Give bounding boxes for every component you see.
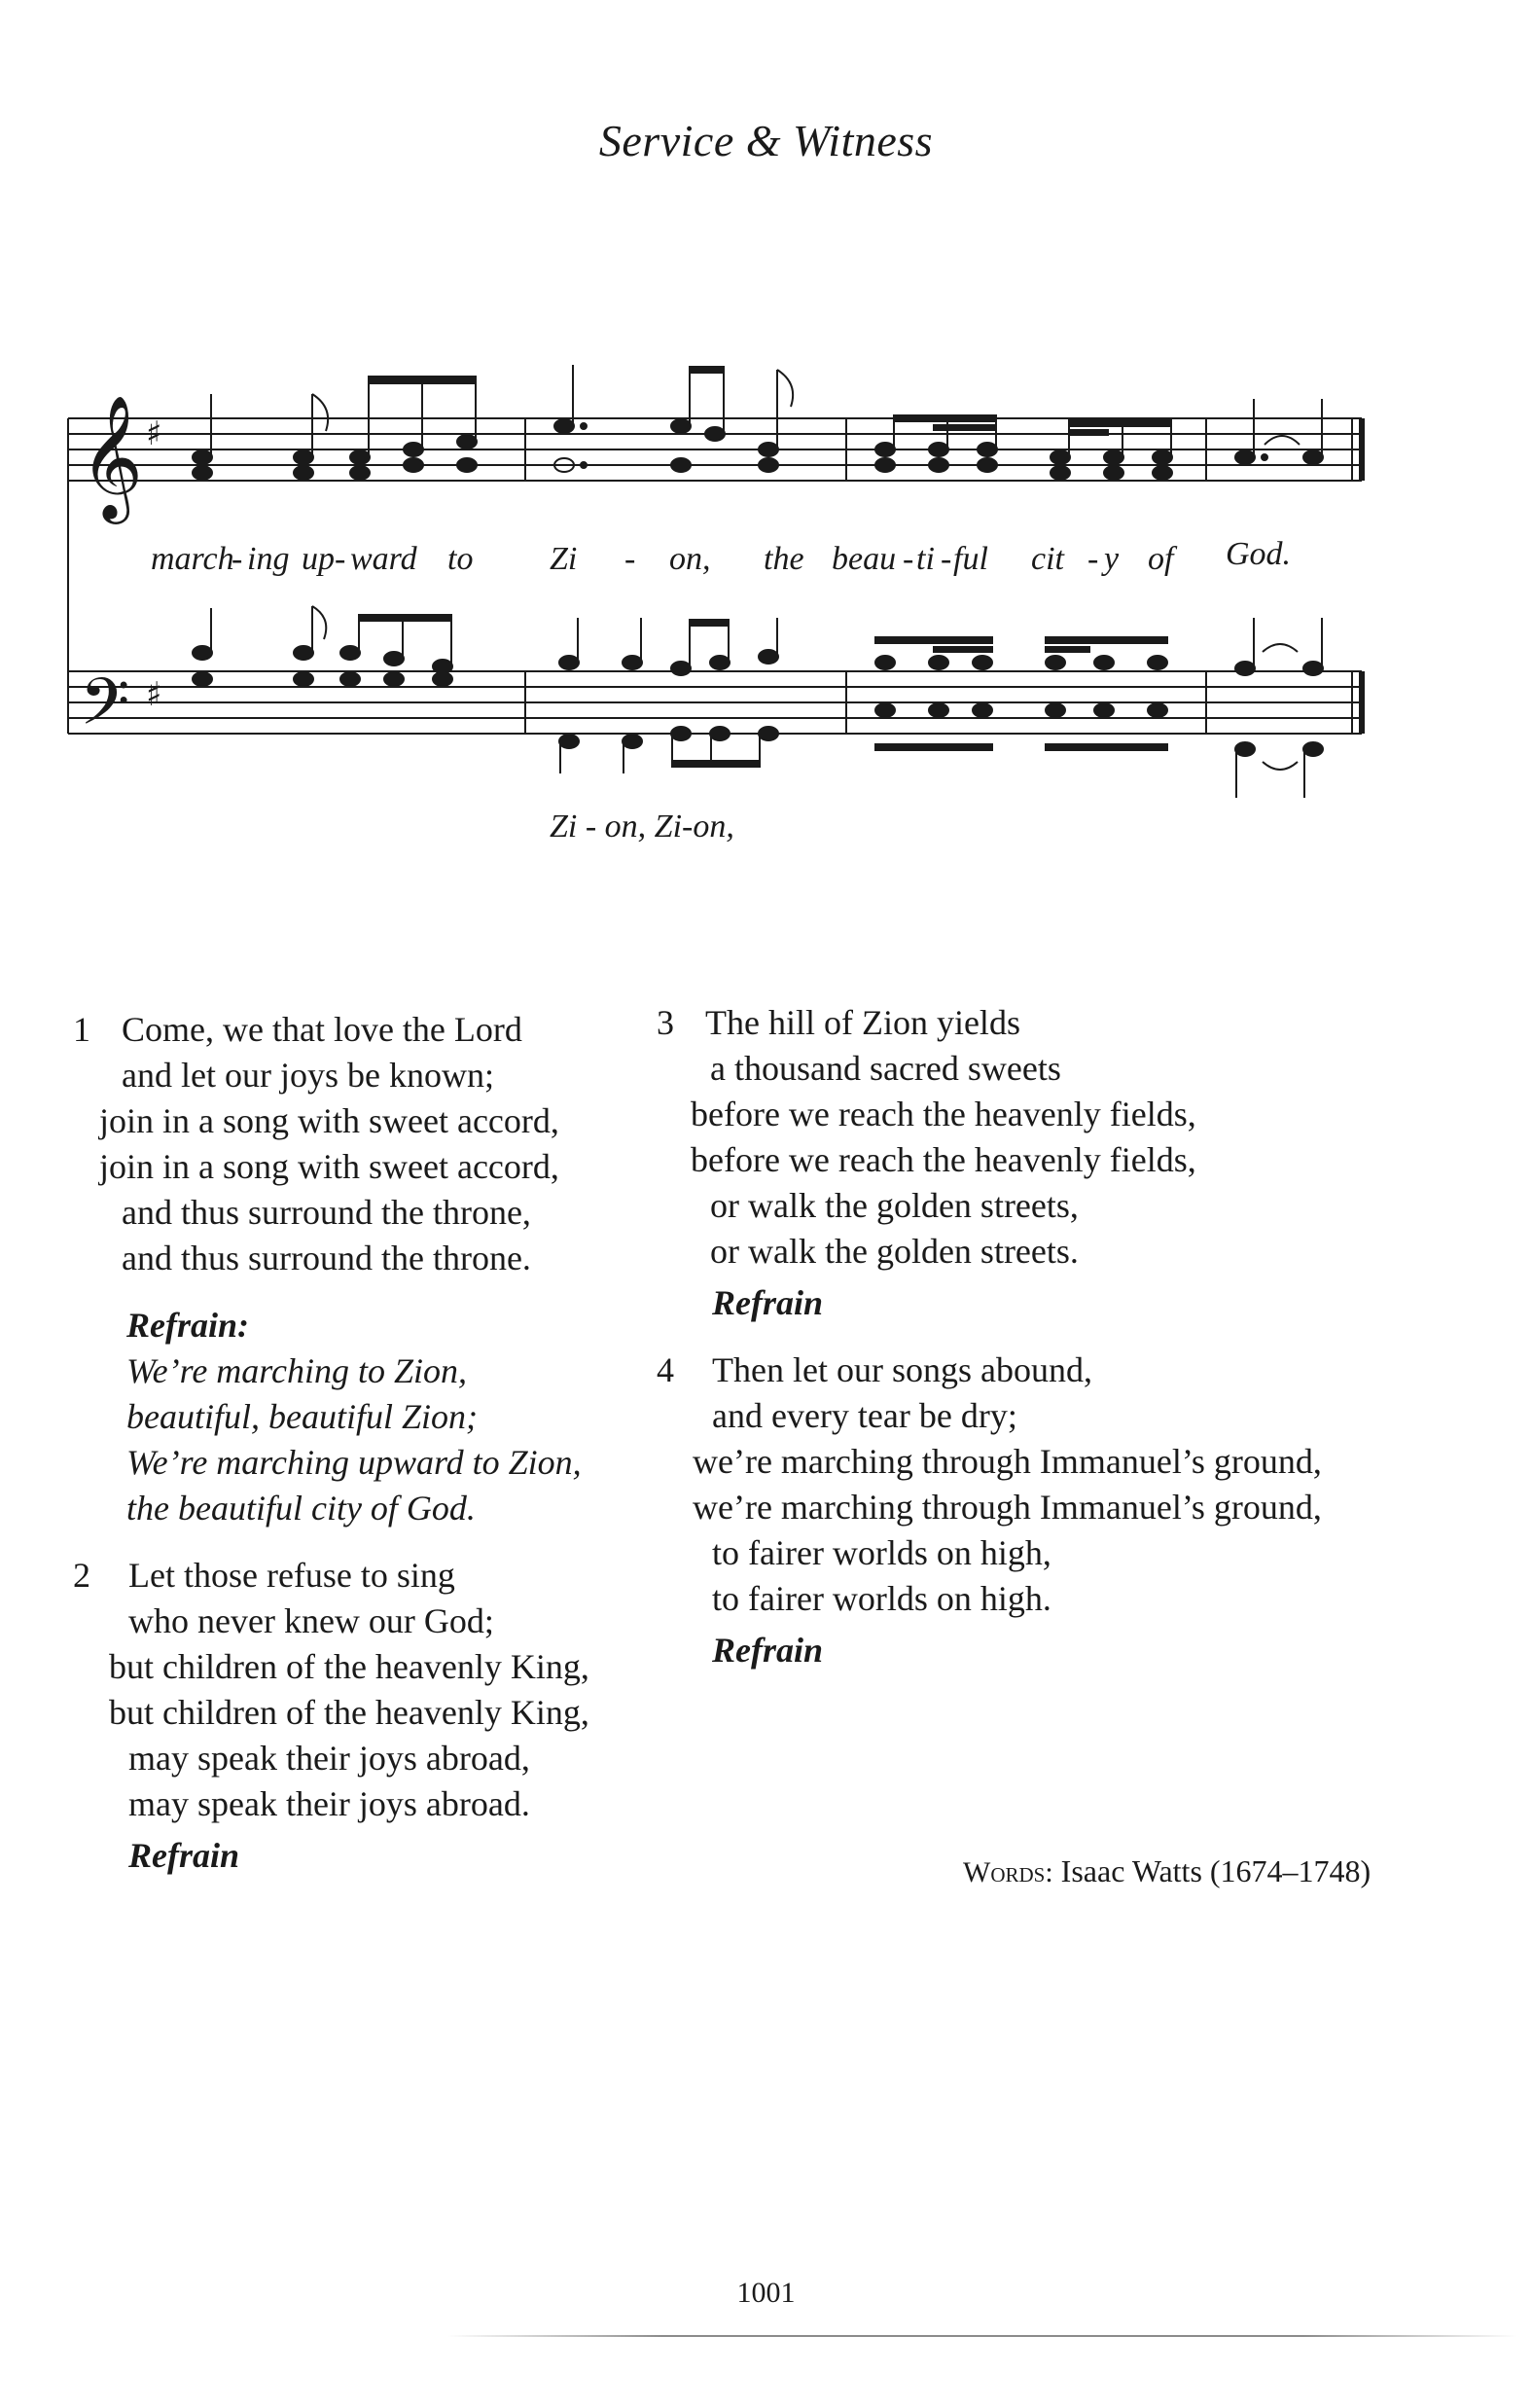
verse-number: 1 [73,1010,90,1049]
refrain-line: the beautiful city of God. [126,1489,476,1527]
page-number: 1001 [736,2277,796,2309]
verse-line: but children of the heavenly King, [109,1647,589,1686]
verse-2 [73,1553,676,1879]
verse-number: 3 [657,1003,674,1042]
verse-line: who never knew our God; [128,1601,494,1640]
verse-line: The hill of Zion yields [705,1003,1020,1042]
refrain-reference: Refrain [712,1631,824,1670]
verse-line: and every tear be dry; [712,1396,1017,1435]
verse-line: before we reach the heavenly fields, [691,1140,1196,1179]
lyric-syllable: cit [1031,541,1064,577]
lyric-syllable: to [447,541,474,577]
music-score [58,355,1381,861]
verse-line: or walk the golden streets, [710,1186,1079,1225]
verse-line: join in a song with sweet accord, [99,1147,559,1186]
verse-line: and thus surround the throne. [122,1239,531,1277]
verse-line: Come, we that love the Lord [122,1010,522,1049]
refrain-reference: Refrain [712,1283,824,1322]
refrain-reference: Refrain [128,1836,240,1875]
words-credit [963,1853,1371,1889]
bass-clef-icon: 𝄢 [80,665,130,755]
footer-rule [447,2335,1517,2337]
refrain-line: We’re marching to Zion, [126,1351,467,1390]
refrain [73,1303,676,1531]
verse-line: but children of the heavenly King, [109,1693,589,1732]
lyric-syllable: march [151,541,234,577]
lyric-hyphen: - [903,541,914,577]
lyric-hyphen: - [941,541,952,577]
lyric-syllable: up [302,541,335,577]
bass-lyrics: Zi - on, Zi-on, [550,809,734,845]
treble-clef-icon: 𝄞 [80,394,144,519]
verse-line: before we reach the heavenly fields, [691,1095,1196,1133]
verse-line: and thus surround the throne, [122,1193,531,1232]
verse-1 [73,1007,676,1281]
section-title: Service & Witness [598,116,934,165]
lyric-syllable: ward [350,541,417,577]
lyric-syllable: on, [669,541,711,577]
verse-line: to fairer worlds on high. [712,1579,1051,1618]
verse-line: to fairer worlds on high, [712,1533,1051,1572]
lyric-syllable: Zi [550,541,578,577]
lyric-syllable: ti [916,541,935,577]
lyric-syllable: beau [832,541,897,577]
verses-left-column [73,1007,676,1900]
verse-line: Let those refuse to sing [128,1556,455,1595]
lyric-hyphen: - [1087,541,1099,577]
lyric-syllable: y [1104,541,1120,577]
verse-line: may speak their joys abroad, [128,1739,530,1778]
lyric-syllable: ful [953,541,988,577]
treble-lyrics [151,536,1291,577]
lyric-syllable: the [764,541,804,577]
verse-line: or walk the golden streets. [710,1232,1079,1271]
verse-3 [657,1000,1396,1326]
verse-line: and let our joys be known; [122,1056,494,1095]
credit-label: Words: [963,1856,1053,1888]
verse-line: we’re marching through Immanuel’s ground, [693,1488,1322,1527]
refrain-label: Refrain: [126,1306,249,1345]
lyric-hyphen: - [232,541,243,577]
verse-line: a thousand sacred sweets [710,1049,1061,1088]
refrain-line: beautiful, beautiful Zion; [126,1397,478,1436]
verse-line: join in a song with sweet accord, [99,1101,559,1140]
lyric-hyphen: - [335,541,346,577]
verse-4 [657,1348,1396,1673]
verse-line: Then let our songs abound, [712,1350,1092,1389]
credit-text: Isaac Watts (1674–1748) [1060,1853,1372,1888]
verse-number: 4 [657,1350,674,1389]
lyric-syllable: God. [1226,536,1292,572]
sharp-icon: ♯ [146,675,162,714]
refrain-line: We’re marching upward to Zion, [126,1443,582,1482]
lyric-hyphen: - [624,541,636,577]
verses-right-column [657,1000,1396,1695]
lyric-syllable: ing [247,541,290,577]
verse-line: may speak their joys abroad. [128,1784,530,1823]
lyric-syllable: of [1148,541,1174,577]
sharp-icon: ♯ [146,414,162,453]
verse-number: 2 [73,1556,90,1595]
verse-line: we’re marching through Immanuel’s ground, [693,1442,1322,1481]
treble-notes [193,365,1323,480]
